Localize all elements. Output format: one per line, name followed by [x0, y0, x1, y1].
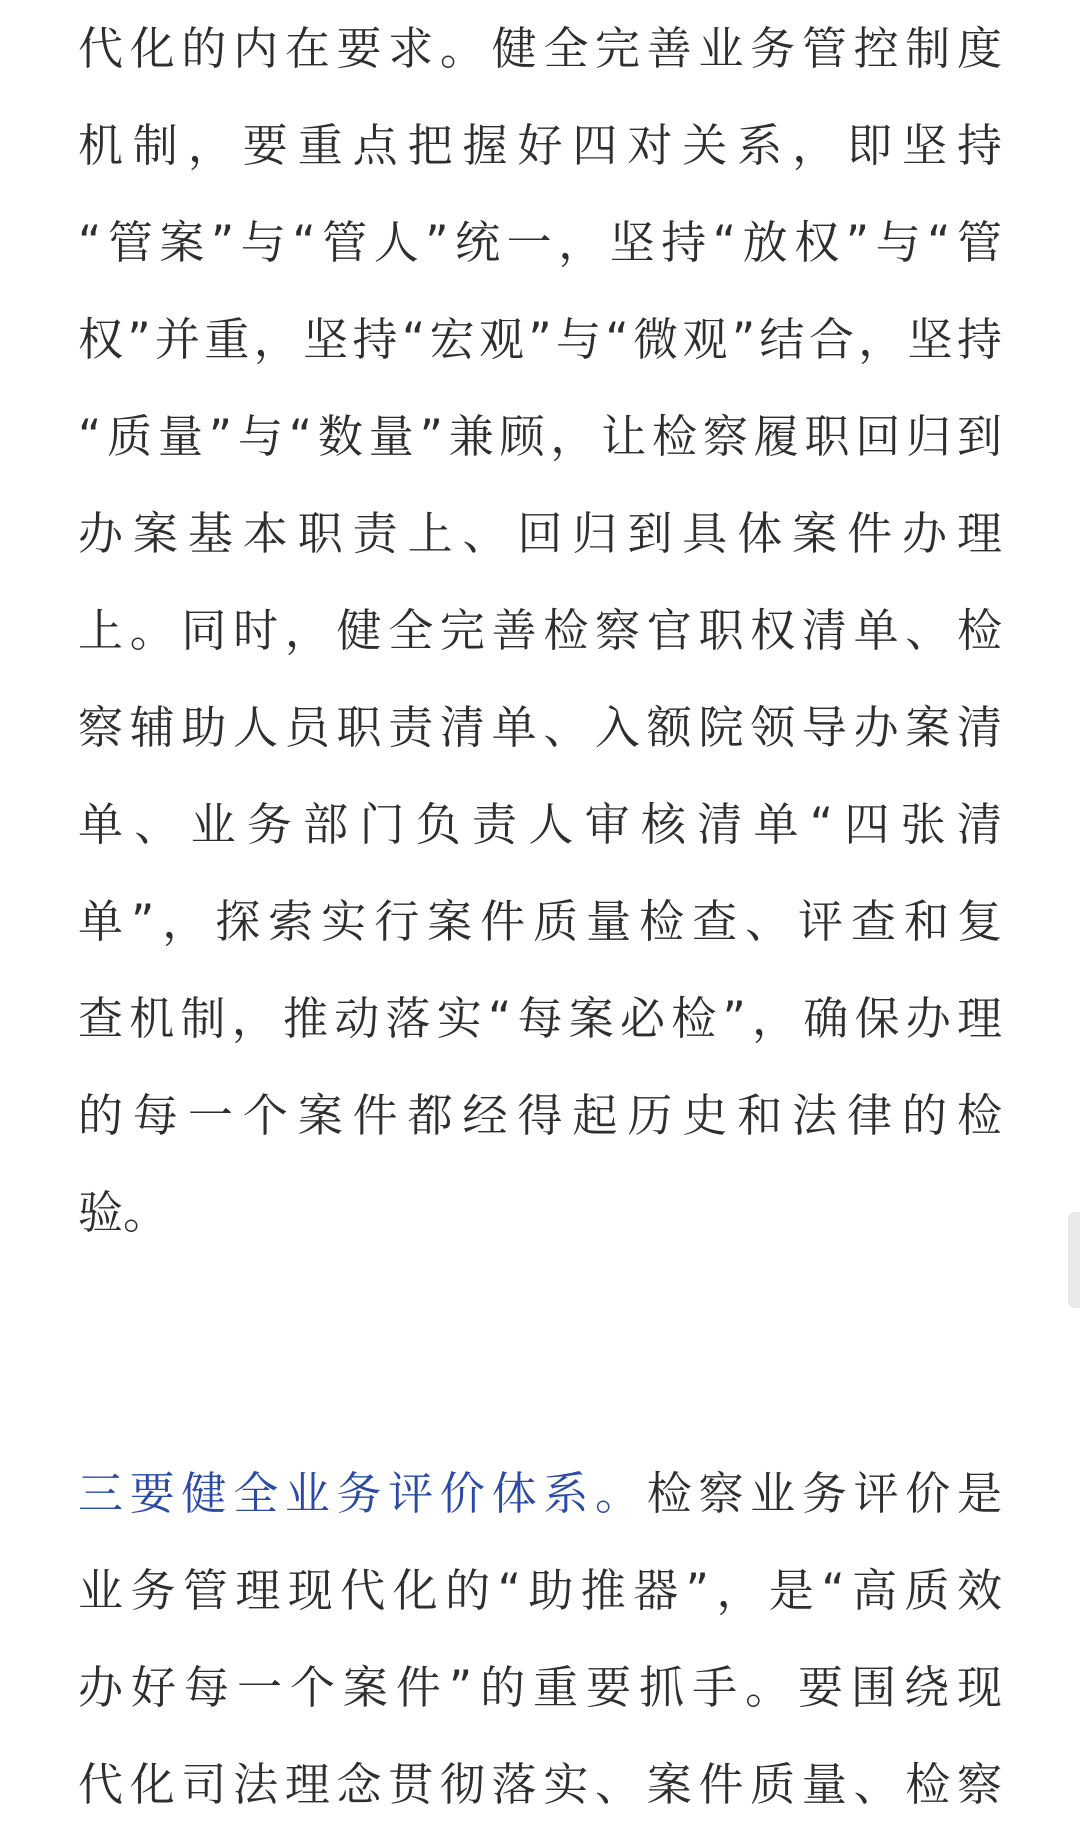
paragraph-line: 上。同时，健全完善检察官职权清单、检 — [78, 604, 1002, 657]
scroll-indicator[interactable] — [1068, 1212, 1080, 1308]
paragraph-line: 代化的内在要求。健全完善业务管控制度 — [78, 22, 1002, 75]
paragraph-line: 业务管理现代化的“助推器”，是“高质效 — [78, 1564, 1002, 1617]
paragraph-line: “质量”与“数量”兼顾，让检察履职回归到 — [78, 410, 1002, 463]
paragraph-first-line — [78, 1445, 1002, 1542]
paragraph-line: 单”，探索实行案件质量检查、评查和复 — [78, 895, 1002, 948]
paragraph-line: 办好每一个案件”的重要抓手。要围绕现 — [78, 1661, 1002, 1714]
paragraph-line: 察辅助人员职责清单、入额院领导办案清 — [78, 701, 1002, 754]
paragraph-line: 代化司法理念贯彻落实、案件质量、检察 — [78, 1758, 1002, 1811]
paragraph-line-last: 验。 — [78, 1186, 169, 1239]
article-body — [78, 0, 1002, 1833]
section-heading: 三要健全业务评价体系。 — [78, 1467, 647, 1520]
paragraph-business-control — [78, 0, 1002, 1261]
paragraph-spacer — [78, 1261, 1002, 1445]
paragraph-line: 机制，要重点把握好四对关系，即坚持 — [78, 119, 1002, 172]
paragraph-line: 办案基本职责上、回归到具体案件办理 — [78, 507, 1002, 560]
paragraph-line: 查机制，推动落实“每案必检”，确保办理 — [78, 992, 1002, 1045]
paragraph-line: 权”并重，坚持“宏观”与“微观”结合，坚持 — [78, 313, 1002, 366]
paragraph-line: 的每一个案件都经得起历史和法律的检 — [78, 1089, 1002, 1142]
paragraph-text: 检察业务评价是 — [646, 1467, 1002, 1520]
paragraph-evaluation-system — [78, 1445, 1002, 1833]
paragraph-line: “管案”与“管人”统一，坚持“放权”与“管 — [78, 216, 1002, 269]
paragraph-line: 单、业务部门负责人审核清单“四张清 — [78, 798, 1002, 851]
